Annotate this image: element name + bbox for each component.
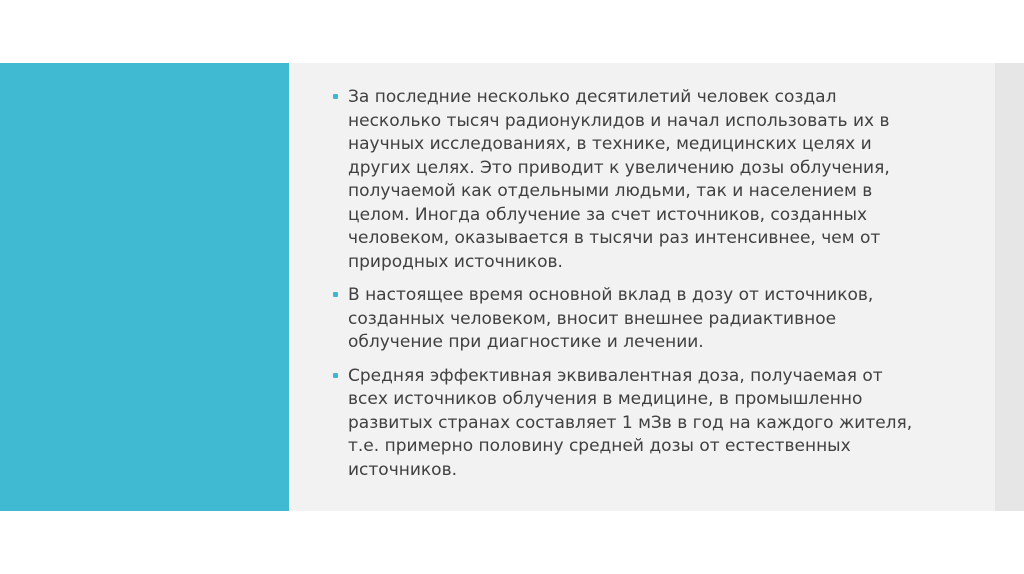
bullet-marker-icon	[333, 373, 338, 378]
bullet-marker-icon	[333, 94, 338, 99]
bullet-list	[333, 86, 923, 482]
text-content	[333, 86, 923, 496]
bullet-text: Средняя эффективная эквивалентная доза, получаемая от всех источников облучения в медицине, в промышленно развитых странах составляет 1 мЗв в год на каждого жителя, т.е. примерно половину средней дозы от естественных источников.	[348, 365, 913, 480]
bullet-marker-icon	[333, 292, 338, 297]
accent-panel	[0, 63, 289, 511]
bullet-text: За последние несколько десятилетий человек создал несколько тысяч радионуклидов и начал использовать их в научных исследованиях, в технике, медицинских целях и других целях. Это приводит к увеличению дозы облучения, получаемой как отдельными людьми, так и населением в целом. Иногда облучение за счет источников, созданных человеком, оказывается в тысячи раз интенсивнее, чем от природных источников.	[348, 87, 890, 272]
scrollbar-strip	[995, 63, 1024, 511]
bullet-item	[333, 86, 923, 274]
bullet-item	[333, 365, 923, 483]
bullet-item	[333, 284, 923, 355]
bullet-text: В настоящее время основной вклад в дозу от источников, созданных человеком, вносит внешнее радиактивное облучение при диагностике и лечении.	[348, 285, 874, 352]
